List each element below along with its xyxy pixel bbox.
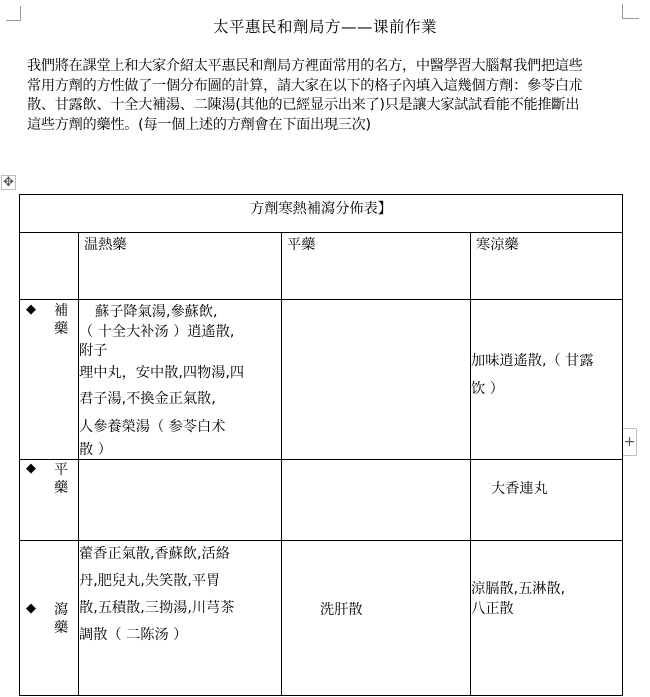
cell-line: 大香連丸 <box>491 481 548 497</box>
cell-line: 附子 <box>79 343 108 359</box>
add-row-button-icon[interactable]: + <box>622 428 637 456</box>
cell-line: 丹,肥兒丸,失笑散,平胃 <box>79 573 221 589</box>
header-cold: 寒涼藥 <box>471 233 623 300</box>
cell-tonic-warm[interactable] <box>79 300 282 460</box>
header-neutral: 平藥 <box>282 233 471 300</box>
cell-purging-cold[interactable] <box>471 541 623 696</box>
row-label-text: 補藥 <box>54 303 69 337</box>
table-move-handle-icon[interactable]: ✥ <box>1 175 16 190</box>
cell-line: 饮 ） <box>471 381 504 397</box>
cell-line: 加味逍遙散,（ 甘露 <box>471 353 594 369</box>
document-title: 太平惠民和劑局方——课前作業 <box>212 18 437 36</box>
cell-line: （ 十全大补汤 ）逍遙散, <box>79 324 235 340</box>
cell-line: 散 ） <box>79 442 112 458</box>
bullet-diamond-icon: ◆ <box>26 461 36 476</box>
row-label-purging <box>20 541 79 696</box>
cell-neutral-neutral[interactable] <box>282 460 471 541</box>
cell-neutral-cold[interactable] <box>471 460 623 541</box>
intro-paragraph: 我們將在課堂上和大家介紹太平惠民和劑局方裡面常用的名方，中醫學習大腦幫我們把這些常用方劑的方性做了一個分布圖的計算，請大家在以下的格子內填入這幾個方劑：參苓白朮散、甘露飲、十全大補湯、二陳湯(其他的已經显示出来了)只是讓大家試試看能不能推斷出這些方劑的藥性。(每一個上述的方劑會在下面出現三次) <box>27 58 583 133</box>
row-label-text: 平藥 <box>54 462 69 496</box>
formula-distribution-table <box>19 194 623 696</box>
cell-line: 理中丸，安中散,四物湯,四 <box>79 365 245 381</box>
cell-purging-warm[interactable] <box>79 541 282 696</box>
cell-line: 人參養榮湯（ 参苓白术 <box>79 419 226 435</box>
cell-neutral-warm[interactable] <box>79 460 282 541</box>
cell-line: 洗肝散 <box>320 602 363 618</box>
row-label-tonic <box>20 300 79 460</box>
cell-line: 八正散 <box>471 601 514 617</box>
cell-line: 蘇子降氣湯,參蘇飲, <box>95 304 218 320</box>
cell-line: 調散（ 二陈汤 ） <box>79 627 188 643</box>
header-warm: 温熱藥 <box>79 233 282 300</box>
cell-purging-neutral[interactable] <box>282 541 471 696</box>
cell-line: 君子湯,不換金正氣散, <box>79 391 216 407</box>
cell-line: 涼膈散,五淋散, <box>471 581 566 597</box>
table-caption: 方劑寒熱補瀉分佈表】 <box>20 195 623 233</box>
cell-line: 散,五積散,三拗湯,川芎茶 <box>79 600 235 616</box>
row-label-text: 瀉藥 <box>54 602 69 636</box>
cell-line: 藿香正氣散,香蘇飲,活絡 <box>79 546 230 562</box>
row-label-neutral <box>20 460 79 541</box>
cell-tonic-cold[interactable] <box>471 300 623 460</box>
bullet-diamond-icon: ◆ <box>26 601 36 616</box>
header-blank-cell <box>20 233 79 300</box>
bullet-diamond-icon: ◆ <box>26 302 36 317</box>
cell-tonic-neutral[interactable] <box>282 300 471 460</box>
